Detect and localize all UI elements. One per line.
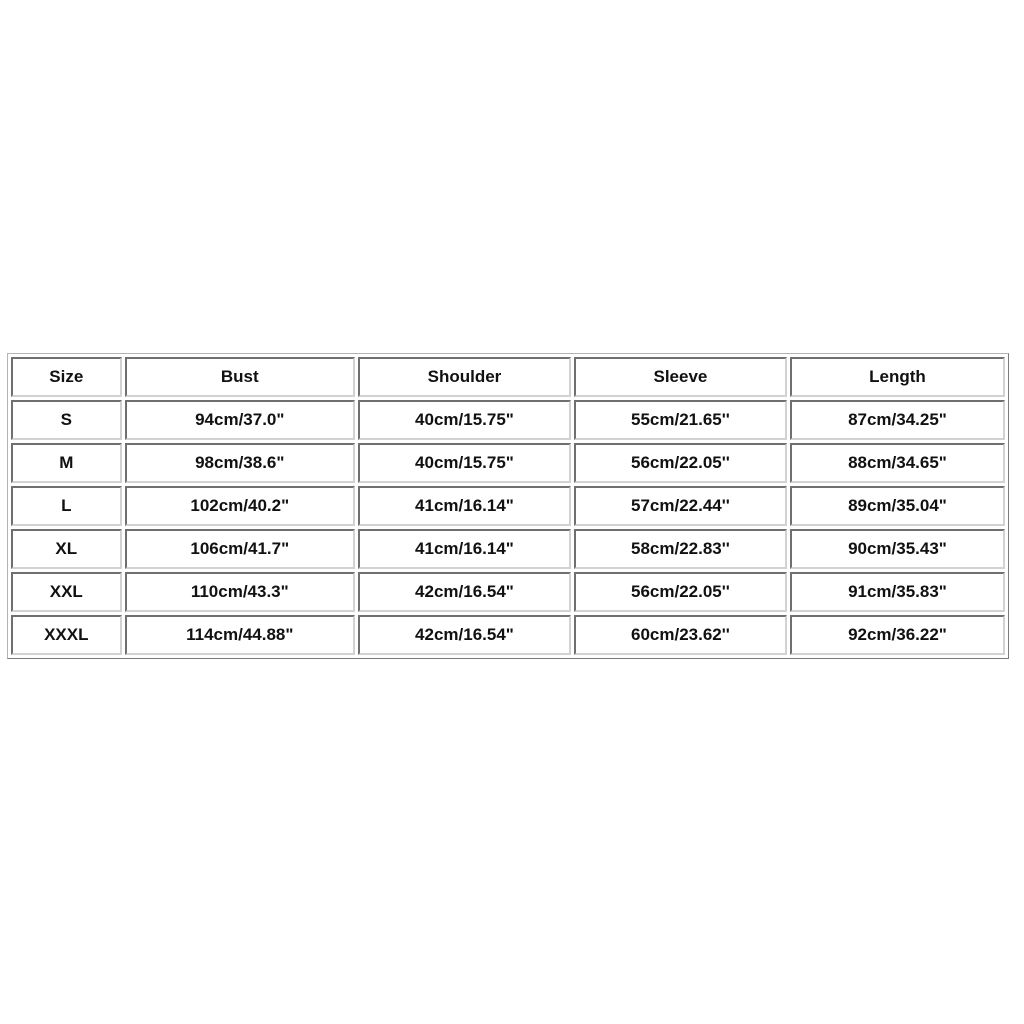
sleeve-cell: 56cm/22.05''	[574, 572, 787, 612]
length-cell: 90cm/35.43"	[790, 529, 1005, 569]
size-cell: XL	[11, 529, 122, 569]
table-row	[11, 572, 1005, 612]
table-row	[11, 486, 1005, 526]
shoulder-cell: 42cm/16.54"	[358, 572, 571, 612]
header-size: Size	[11, 357, 122, 397]
header-row	[11, 357, 1005, 397]
bust-cell: 106cm/41.7"	[125, 529, 355, 569]
size-cell: XXXL	[11, 615, 122, 655]
size-cell: S	[11, 400, 122, 440]
shoulder-cell: 42cm/16.54"	[358, 615, 571, 655]
length-cell: 87cm/34.25"	[790, 400, 1005, 440]
length-cell: 91cm/35.83"	[790, 572, 1005, 612]
length-cell: 89cm/35.04"	[790, 486, 1005, 526]
sleeve-cell: 55cm/21.65''	[574, 400, 787, 440]
table-row	[11, 400, 1005, 440]
sleeve-cell: 56cm/22.05''	[574, 443, 787, 483]
sleeve-cell: 57cm/22.44''	[574, 486, 787, 526]
bust-cell: 102cm/40.2"	[125, 486, 355, 526]
shoulder-cell: 41cm/16.14"	[358, 529, 571, 569]
header-bust: Bust	[125, 357, 355, 397]
bust-cell: 94cm/37.0"	[125, 400, 355, 440]
bust-cell: 98cm/38.6"	[125, 443, 355, 483]
sleeve-cell: 58cm/22.83''	[574, 529, 787, 569]
header-shoulder: Shoulder	[358, 357, 571, 397]
size-cell: XXL	[11, 572, 122, 612]
length-cell: 92cm/36.22"	[790, 615, 1005, 655]
size-cell: M	[11, 443, 122, 483]
header-length: Length	[790, 357, 1005, 397]
shoulder-cell: 40cm/15.75"	[358, 443, 571, 483]
table-row	[11, 443, 1005, 483]
table-row	[11, 615, 1005, 655]
size-chart-table	[7, 353, 1009, 659]
table-row	[11, 529, 1005, 569]
sleeve-cell: 60cm/23.62''	[574, 615, 787, 655]
size-cell: L	[11, 486, 122, 526]
bust-cell: 114cm/44.88"	[125, 615, 355, 655]
shoulder-cell: 41cm/16.14"	[358, 486, 571, 526]
length-cell: 88cm/34.65"	[790, 443, 1005, 483]
bust-cell: 110cm/43.3"	[125, 572, 355, 612]
shoulder-cell: 40cm/15.75"	[358, 400, 571, 440]
header-sleeve: Sleeve	[574, 357, 787, 397]
